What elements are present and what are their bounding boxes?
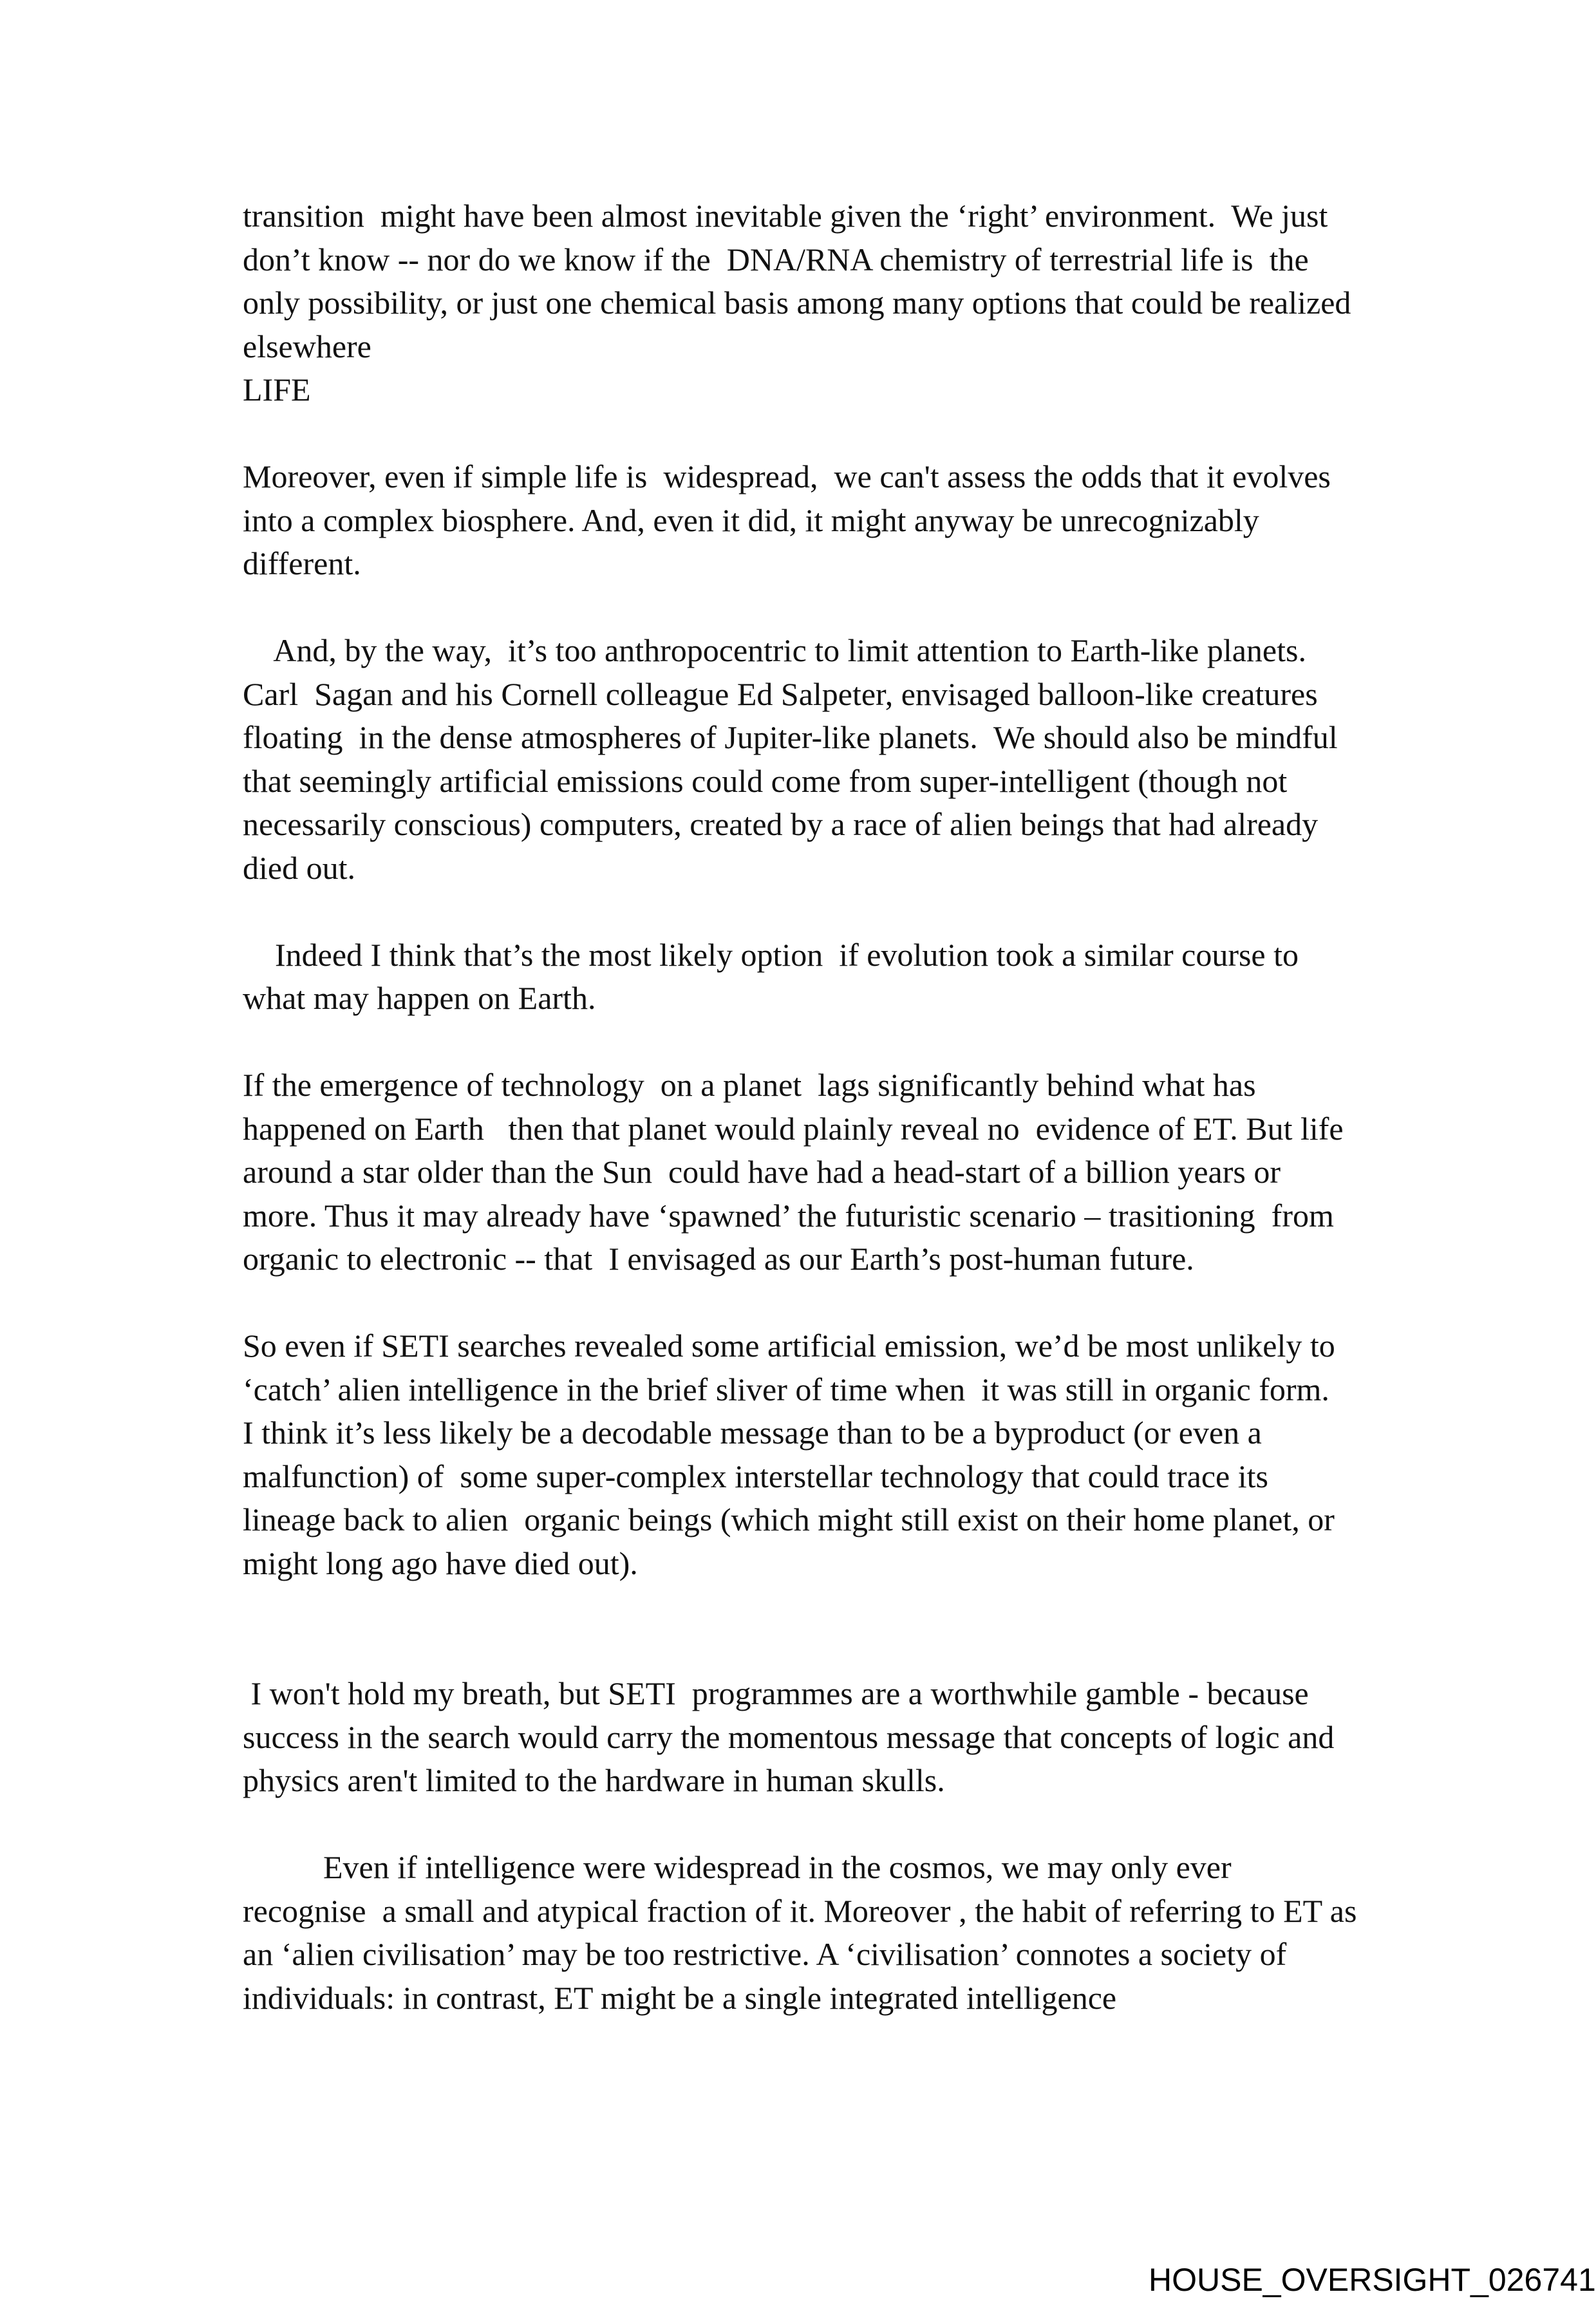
text-line: Even if intelligence were widespread in the cosmos, we may only ever [243, 1849, 1232, 1885]
text-line: Indeed I think that’s the most likely option if evolution took a similar course to [243, 936, 1299, 973]
text-line: Carl Sagan and his Cornell colleague Ed Salpeter, envisaged balloon-like creatures [243, 675, 1318, 712]
text-line: different. [243, 545, 361, 581]
text-line: lineage back to alien organic beings (which might still exist on their home planet, or [243, 1501, 1335, 1537]
text-line: into a complex biosphere. And, even it did, it might anyway be unrecognizably [243, 502, 1259, 538]
blank-line [243, 890, 1498, 934]
text-line: success in the search would carry the momentous message that concepts of logic and [243, 1718, 1335, 1755]
blank-line [243, 1629, 1498, 1673]
text-line: necessarily conscious) computers, created by a race of alien beings that had already [243, 806, 1319, 842]
text-line: more. Thus it may already have ‘spawned’ the futuristic scenario – trasitioning from [243, 1197, 1334, 1234]
text-line: If the emergence of technology on a planet lags significantly behind what has [243, 1067, 1256, 1103]
blank-line [243, 1585, 1498, 1629]
text-line: only possibility, or just one chemical basis among many options that could be realized [243, 285, 1351, 321]
text-line: that seemingly artificial emissions could come from super-intelligent (though not [243, 762, 1288, 799]
text-line: ‘catch’ alien intelligence in the brief sliver of time when it was still in organic form. [243, 1371, 1329, 1407]
bates-footer: HOUSE_OVERSIGHT_026741 [1149, 2262, 1596, 2298]
text-line: organic to electronic -- that I envisaged as our Earth’s post-human future. [243, 1241, 1194, 1277]
text-line: physics aren't limited to the hardware in human skulls. [243, 1762, 945, 1798]
text-line: elsewhere [243, 328, 371, 364]
text-line: floating in the dense atmospheres of Jupiter-like planets. We should also be mindful [243, 719, 1338, 755]
blank-line [243, 1281, 1498, 1325]
text-line: don’t know -- nor do we know if the DNA/RNA chemistry of terrestrial life is the [243, 241, 1309, 277]
text-line: LIFE [243, 371, 311, 408]
text-line: happened on Earth then that planet would plainly reveal no evidence of ET. But life [243, 1110, 1344, 1147]
text-line: an ‘alien civilisation’ may be too restrictive. A ‘civilisation’ connotes a society of [243, 1936, 1287, 1972]
text-line: individuals: in contrast, ET might be a single integrated intelligence [243, 1979, 1117, 2016]
blank-line [243, 412, 1498, 456]
text-line: So even if SETI searches revealed some artificial emission, we’d be most unlikely to [243, 1328, 1335, 1364]
text-line: And, by the way, it’s too anthropocentric to limit attention to Earth-like planets. [243, 632, 1306, 668]
document-body [243, 194, 1498, 2020]
text-line: Moreover, even if simple life is widespread, we can't assess the odds that it evolves [243, 458, 1331, 494]
text-line: I won't hold my breath, but SETI programmes are a worthwhile gamble - because [243, 1675, 1309, 1711]
text-line: transition might have been almost inevitable given the ‘right’ environment. We just [243, 198, 1328, 234]
text-line: malfunction) of some super-complex interstellar technology that could trace its [243, 1458, 1268, 1494]
blank-line [243, 1803, 1498, 1847]
text-line: died out. [243, 849, 355, 886]
text-line: might long ago have died out). [243, 1545, 638, 1581]
text-line: recognise a small and atypical fraction of it. Moreover , the habit of referring to ET as [243, 1892, 1357, 1929]
blank-line [243, 586, 1498, 630]
text-line: what may happen on Earth. [243, 980, 596, 1016]
text-line: around a star older than the Sun could have had a head-start of a billion years or [243, 1154, 1281, 1190]
text-line: I think it’s less likely be a decodable message than to be a byproduct (or even a [243, 1415, 1262, 1451]
blank-line [243, 1020, 1498, 1064]
